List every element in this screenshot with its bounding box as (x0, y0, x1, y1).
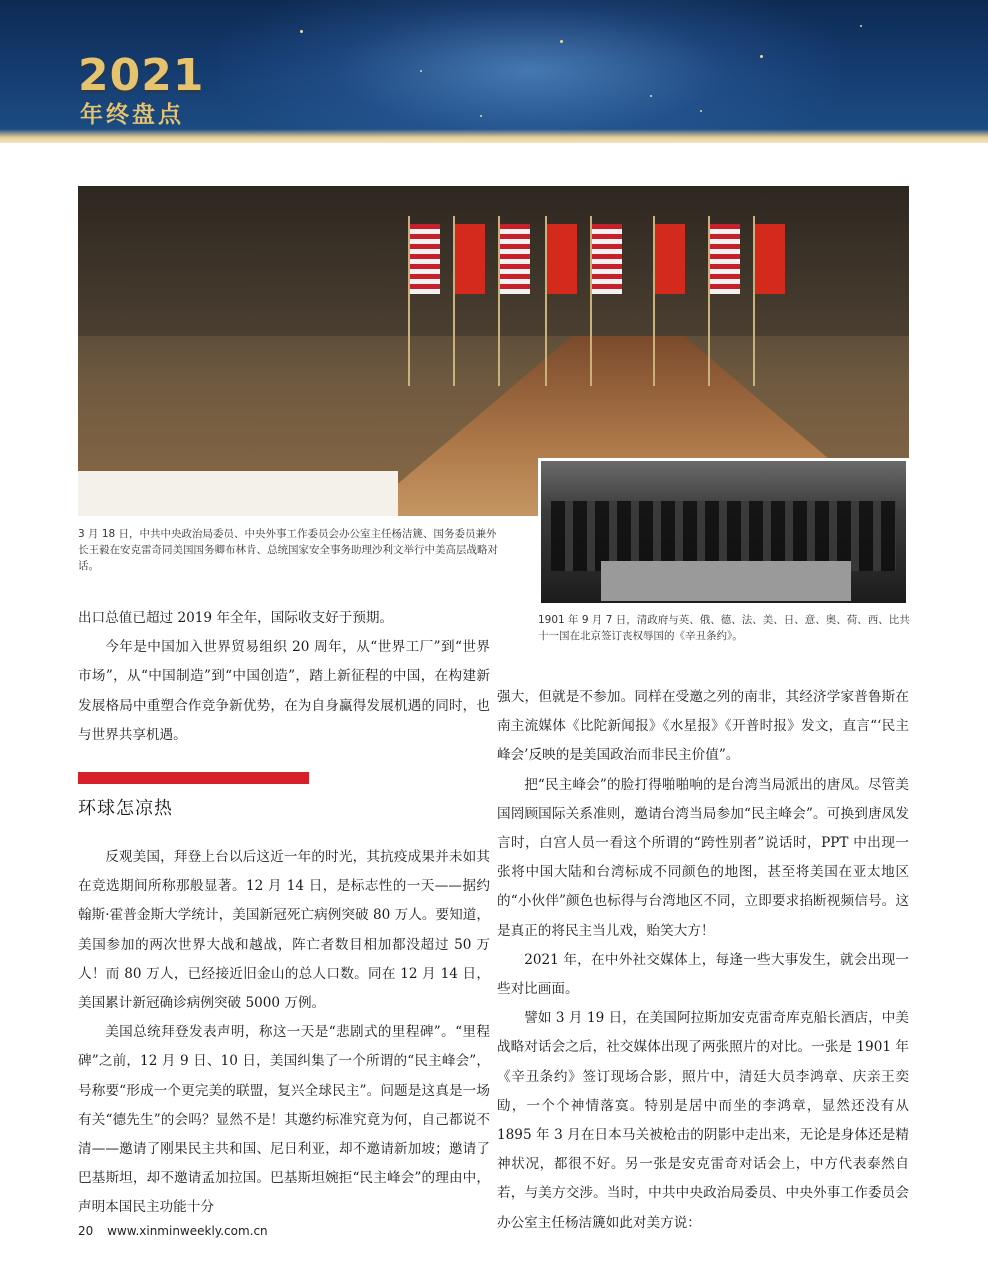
section-title: 环球怎凉热 (78, 798, 173, 819)
banner-sparkle (300, 30, 303, 33)
paragraph: 今年是中国加入世界贸易组织 20 周年，从“世界工厂”到“世界市场”，从“中国制造”到“中国创造”，踏上新征程的中国，在构建新发展格局中重塑合作竞争新优势，在为自身赢得发展机遇的同时，也与世界共享机遇。 (78, 639, 490, 743)
paragraph: 譬如 3 月 19 日，在美国阿拉斯加安克雷奇库克船长酒店，中美战略对话会之后，社交媒体出现了两张照片的对比。一张是 1901 年《辛丑条约》签订现场合影，照片中，清廷大员李鸿章、庆亲王奕劻，一个个神情落寞。特别是居中而坐的李鸿章，显然还没有从 1895 年 3 月在日本马关被枪击的阴影中走出来，无论是身体还是精神状况，都很不好。另一张是安克雷奇对话会上，中方代表泰然自若，与美方交涉。当时，中共中央政治局委员、中央外事工作委员会办公室主任杨洁篪如此对美方说： (497, 1010, 909, 1231)
us-flag (592, 224, 622, 294)
page-footer (78, 1224, 268, 1238)
logo-subtitle: 年终盘点 (80, 102, 184, 128)
cn-flag (455, 224, 485, 294)
historical-photo-caption: 1901 年 9 月 7 日，清政府与英、俄、德、法、美、日、意、奥、荷、西、比共十一国在北京签订丧权辱国的《辛丑条约》。 (538, 614, 910, 642)
section-red-bar (78, 772, 309, 784)
logo-year: 2021 (78, 50, 205, 101)
banner-sparkle (650, 95, 652, 97)
us-flag (410, 224, 440, 294)
photo-tablecloth (601, 561, 851, 601)
banner-sparkle (420, 70, 422, 72)
banner-gold-band (0, 129, 988, 143)
header-banner (0, 0, 988, 143)
paragraph: 2021 年，在中外社交媒体上，每逢一些大事发生，就会出现一些对比画面。 (497, 951, 909, 998)
cn-flag (547, 224, 577, 294)
cn-flag (755, 224, 785, 294)
paragraph: 美国总统拜登发表声明，称这一天是“悲剧式的里程碑”。“里程碑”之前，12 月 9 日、10 日，美国纠集了一个所谓的“民主峰会”，号称要“形成一个更完美的联盟，复兴全球民主”。问题是这真是一场有关“德先生”的会吗？显然不是！其邀约标准究竟为何，自己都说不清——邀请了刚果民主共和国、尼日利亚，却不邀请新加坡；邀请了巴基斯坦，却不邀请孟加拉国。巴基斯坦婉拒“民主峰会”的理由中，声明本国民主功能十分 (78, 1024, 490, 1216)
photo-table-left (78, 471, 398, 516)
paragraph: 出口总值已超过 2019 年全年，国际收支好于预期。 (78, 610, 394, 626)
paragraph: 反观美国，拜登上台以后这近一年的时光，其抗疫成果并未如其在竞选期间所称那般显著。12 月 14 日，是标志性的一天——据约翰斯·霍普金斯大学统计，美国新冠死亡病例突破 80 万人。要知道，美国参加的两次世界大战和越战，阵亡者数目相加都没超过 50 万人！而 80 万人，已经接近旧金山的总人口数。同在 12 月 14 日，美国累计新冠确诊病例突破 5000 万例。 (78, 849, 490, 1012)
paragraph: 把“民主峰会”的脸打得啪啪响的是台湾当局派出的唐凤。尽管美国罔顾国际关系准则，邀请台湾当局参加“民主峰会”。可换到唐凤发言时，白宫人员一看这个所谓的“跨性别者”说话时，PPT 中出现一张将中国大陆和台湾标成不同颜色的地图，甚至将美国在亚太地区的“小伙伴”颜色也标得与台湾地区不同，立即要求掐断视频信号。这是真正的将民主当儿戏，贻笑大方！ (497, 776, 909, 939)
right-column (497, 683, 909, 1238)
website-link[interactable]: www.xinminweekly.com.cn (107, 1224, 268, 1238)
paragraph: 强大，但就是不参加。同样在受邀之列的南非，其经济学家普鲁斯在南主流媒体《比陀新闻报》《水星报》《开普时报》发文，直言“‘民主峰会’反映的是美国政治而非民主价值”。 (497, 689, 909, 764)
us-flag (500, 224, 530, 294)
left-column-bottom (78, 843, 490, 1223)
us-flag (710, 224, 740, 294)
banner-sparkle (860, 25, 862, 27)
banner-sparkle (700, 110, 702, 112)
banner-sparkle (560, 40, 563, 43)
left-column-top (78, 604, 490, 750)
banner-sparkle (480, 115, 482, 117)
banner-sparkle (760, 55, 763, 58)
page-number: 20 (78, 1224, 94, 1238)
banner-glow (220, 0, 840, 143)
cn-flag (655, 224, 685, 294)
main-photo-caption: 3 月 18 日，中共中央政治局委员、中央外事工作委员会办公室主任杨洁篪、国务委员兼外长王毅在安克雷奇同美国国务卿布林肯、总统国家安全事务助理沙利文举行中美高层战略对话。 (78, 528, 498, 572)
historical-photo (538, 458, 909, 606)
